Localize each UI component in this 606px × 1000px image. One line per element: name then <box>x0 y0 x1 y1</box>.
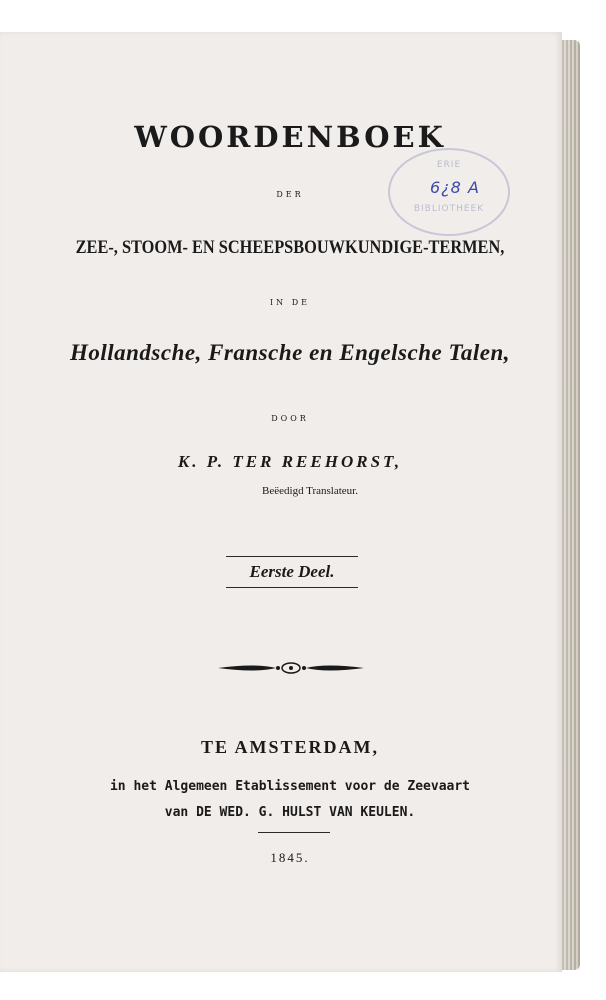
door-text: DOOR <box>271 414 309 423</box>
book-title: WOORDENBOEK <box>134 120 446 154</box>
divider-rule <box>258 832 330 833</box>
author-title: Beëedigd Translateur. <box>262 485 358 497</box>
publisher-line-2: van DE WED. G. HULST VAN KEULEN. <box>164 805 416 820</box>
handwritten-shelfmark: 6¿8 A <box>430 178 480 197</box>
publication-year: 1845. <box>270 850 310 865</box>
publisher-line-1: in het Algemeen Etablissement voor de Zeevaart <box>109 779 471 794</box>
stamp-text-top: ERIE <box>436 160 462 170</box>
volume-label <box>226 556 358 588</box>
in-de-text: IN DE <box>270 298 310 307</box>
stamp-text-bottom: BIBLIOTHEEK <box>413 204 485 214</box>
publication-place: TE AMSTERDAM, <box>200 737 379 757</box>
ornament-divider-icon <box>216 660 366 676</box>
subject-line: ZEE-, STOOM- EN SCHEEPSBOUWKUNDIGE-TERMEN, <box>75 237 505 258</box>
der-text: DER <box>276 190 304 199</box>
volume-text: Eerste Deel. <box>249 562 335 581</box>
languages-line: Hollandsche, Fransche en Engelsche Talen, <box>69 340 511 365</box>
author-name: K. P. TER REEHORST, <box>177 452 403 471</box>
